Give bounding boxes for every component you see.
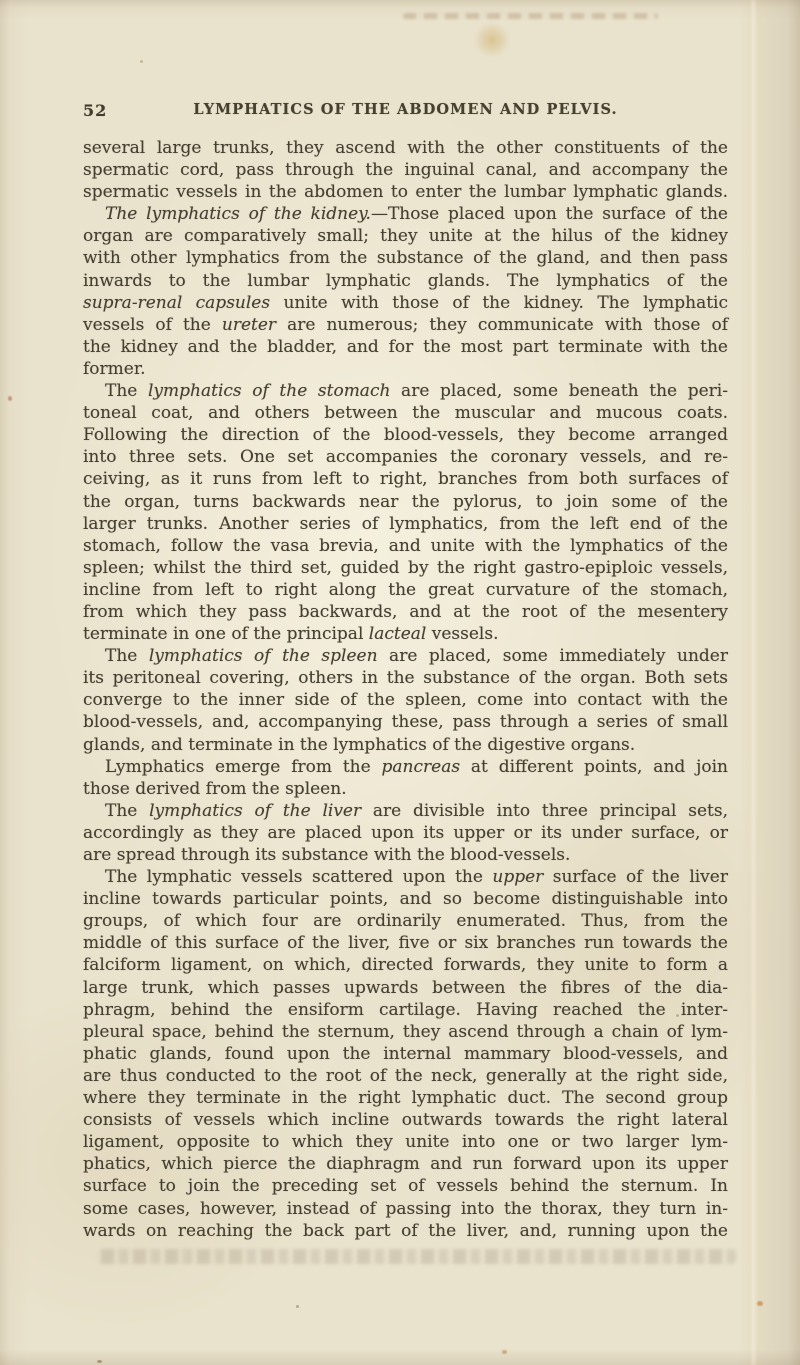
text-line: spleen; whilst the third set, guided by the right gastro-epiploic vessels,	[83, 557, 728, 578]
text-line: middle of this surface of the liver, five or six branches run towards the	[83, 933, 728, 954]
text-line: are thus conducted to the root of the neck, generally at the right side,	[83, 1065, 728, 1086]
text-line: those derived from the spleen.	[83, 778, 347, 799]
text-line: phragm, behind the ensiform cartilage. Having reached the inter-	[83, 999, 728, 1020]
paper-speck	[97, 1360, 102, 1363]
text-line: phatic glands, found upon the internal mammary blood-vessels, and	[83, 1043, 728, 1064]
text-line: the kidney and the bladder, and for the most part terminate with the	[83, 336, 728, 357]
text-line: larger trunks. Another series of lymphatics, from the left end of the	[83, 513, 728, 534]
text-line: its peritoneal covering, others in the substance of the organ. Both sets	[83, 668, 728, 689]
text-line: falciform ligament, on which, directed forwards, they unite to form a	[83, 955, 728, 976]
text-line: supra-renal capsules unite with those of the kidney. The lymphatic	[83, 292, 728, 313]
text-line: blood-vessels, and, accompanying these, pass through a series of small	[83, 712, 728, 733]
text-line: accordingly as they are placed upon its upper or its under surface, or	[83, 822, 728, 843]
text-line: vessels of the ureter are numerous; they communicate with those of	[83, 314, 728, 335]
text-line: incline towards particular points, and so become distinguishable into	[83, 889, 728, 910]
text-line: into three sets. One set accompanies the coronary vessels, and re-	[83, 447, 728, 468]
paper-stain	[473, 22, 511, 58]
text-line: ceiving, as it runs from left to right, branches from both surfaces of	[83, 469, 728, 490]
page-text	[83, 137, 728, 1242]
text-line: glands, and terminate in the lymphatics of the digestive organs.	[83, 734, 636, 755]
paper-speck	[140, 60, 143, 63]
text-line: organ are comparatively small; they unite at the hilus of the kidney	[83, 226, 728, 247]
text-line: converge to the inner side of the spleen, come into contact with the	[83, 690, 728, 711]
paper-speck	[8, 396, 12, 401]
text-line: the organ, turns backwards near the pylorus, to join some of the	[83, 491, 728, 512]
text-line: are spread through its substance with the blood-vessels.	[83, 845, 571, 865]
text-line: The lymphatics of the kidney.—Those placed upon the surface of the	[105, 204, 728, 225]
text-line: spermatic cord, pass through the inguinal canal, and accompany the	[83, 160, 728, 181]
text-line: several large trunks, they ascend with the other constituents of the	[83, 138, 728, 158]
text-line: The lymphatic vessels scattered upon the upper surface of the liver	[105, 867, 728, 888]
text-line: where they terminate in the right lymphatic duct. The second group	[83, 1088, 728, 1109]
running-head: LYMPHATICS OF THE ABDOMEN AND PELVIS.	[193, 101, 618, 118]
text-line: inwards to the lumbar lymphatic glands. The lymphatics of the	[83, 270, 728, 291]
text-line: terminate in one of the principal lacteal vessels.	[83, 624, 499, 645]
page-header	[83, 101, 728, 121]
text-line: The lymphatics of the spleen are placed, some immediately under	[105, 646, 728, 667]
text-line: consists of vessels which incline outwards towards the right lateral	[83, 1110, 728, 1131]
text-line: The lymphatics of the stomach are placed, some beneath the peri-	[105, 381, 728, 402]
page-number: 52	[83, 101, 108, 120]
text-line: some cases, however, instead of passing into the thorax, they turn in-	[83, 1198, 728, 1219]
page-crease	[752, 0, 755, 1365]
showthrough-header	[403, 13, 658, 19]
text-line: phatics, which pierce the diaphragm and run forward upon its upper	[83, 1154, 728, 1175]
paper-speck	[757, 1301, 763, 1306]
text-line: incline from left to right along the great curvature of the stomach,	[83, 579, 728, 600]
text-line: from which they pass backwards, and at the root of the mesentery	[83, 601, 728, 622]
text-line: wards on reaching the back part of the liver, and, running upon the	[83, 1220, 728, 1241]
text-line: ligament, opposite to which they unite into one or two larger lym-	[83, 1132, 728, 1153]
showthrough-bottom	[96, 1249, 736, 1264]
text-line: toneal coat, and others between the muscular and mucous coats.	[83, 403, 728, 424]
text-line: Following the direction of the blood-vessels, they become arranged	[83, 425, 728, 446]
text-line: The lymphatics of the liver are divisible into three principal sets,	[105, 800, 728, 821]
paper-speck	[676, 1014, 679, 1017]
text-line: with other lymphatics from the substance of the gland, and then pass	[83, 248, 728, 269]
text-line: large trunk, which passes upwards between the fibres of the dia-	[83, 977, 728, 998]
text-line: surface to join the preceding set of vessels behind the sternum. In	[83, 1176, 728, 1197]
text-line: Lymphatics emerge from the pancreas at different points, and join	[105, 756, 729, 777]
text-line: pleural space, behind the sternum, they ascend through a chain of lym-	[83, 1021, 728, 1042]
paper-speck	[502, 1350, 507, 1354]
paper-speck	[296, 1305, 299, 1308]
text-line: former.	[83, 358, 146, 379]
text-line: stomach, follow the vasa brevia, and unite with the lymphatics of the	[83, 535, 728, 556]
text-line: spermatic vessels in the abdomen to enter the lumbar lymphatic glands.	[83, 182, 728, 203]
text-line: groups, of which four are ordinarily enumerated. Thus, from the	[83, 911, 728, 932]
